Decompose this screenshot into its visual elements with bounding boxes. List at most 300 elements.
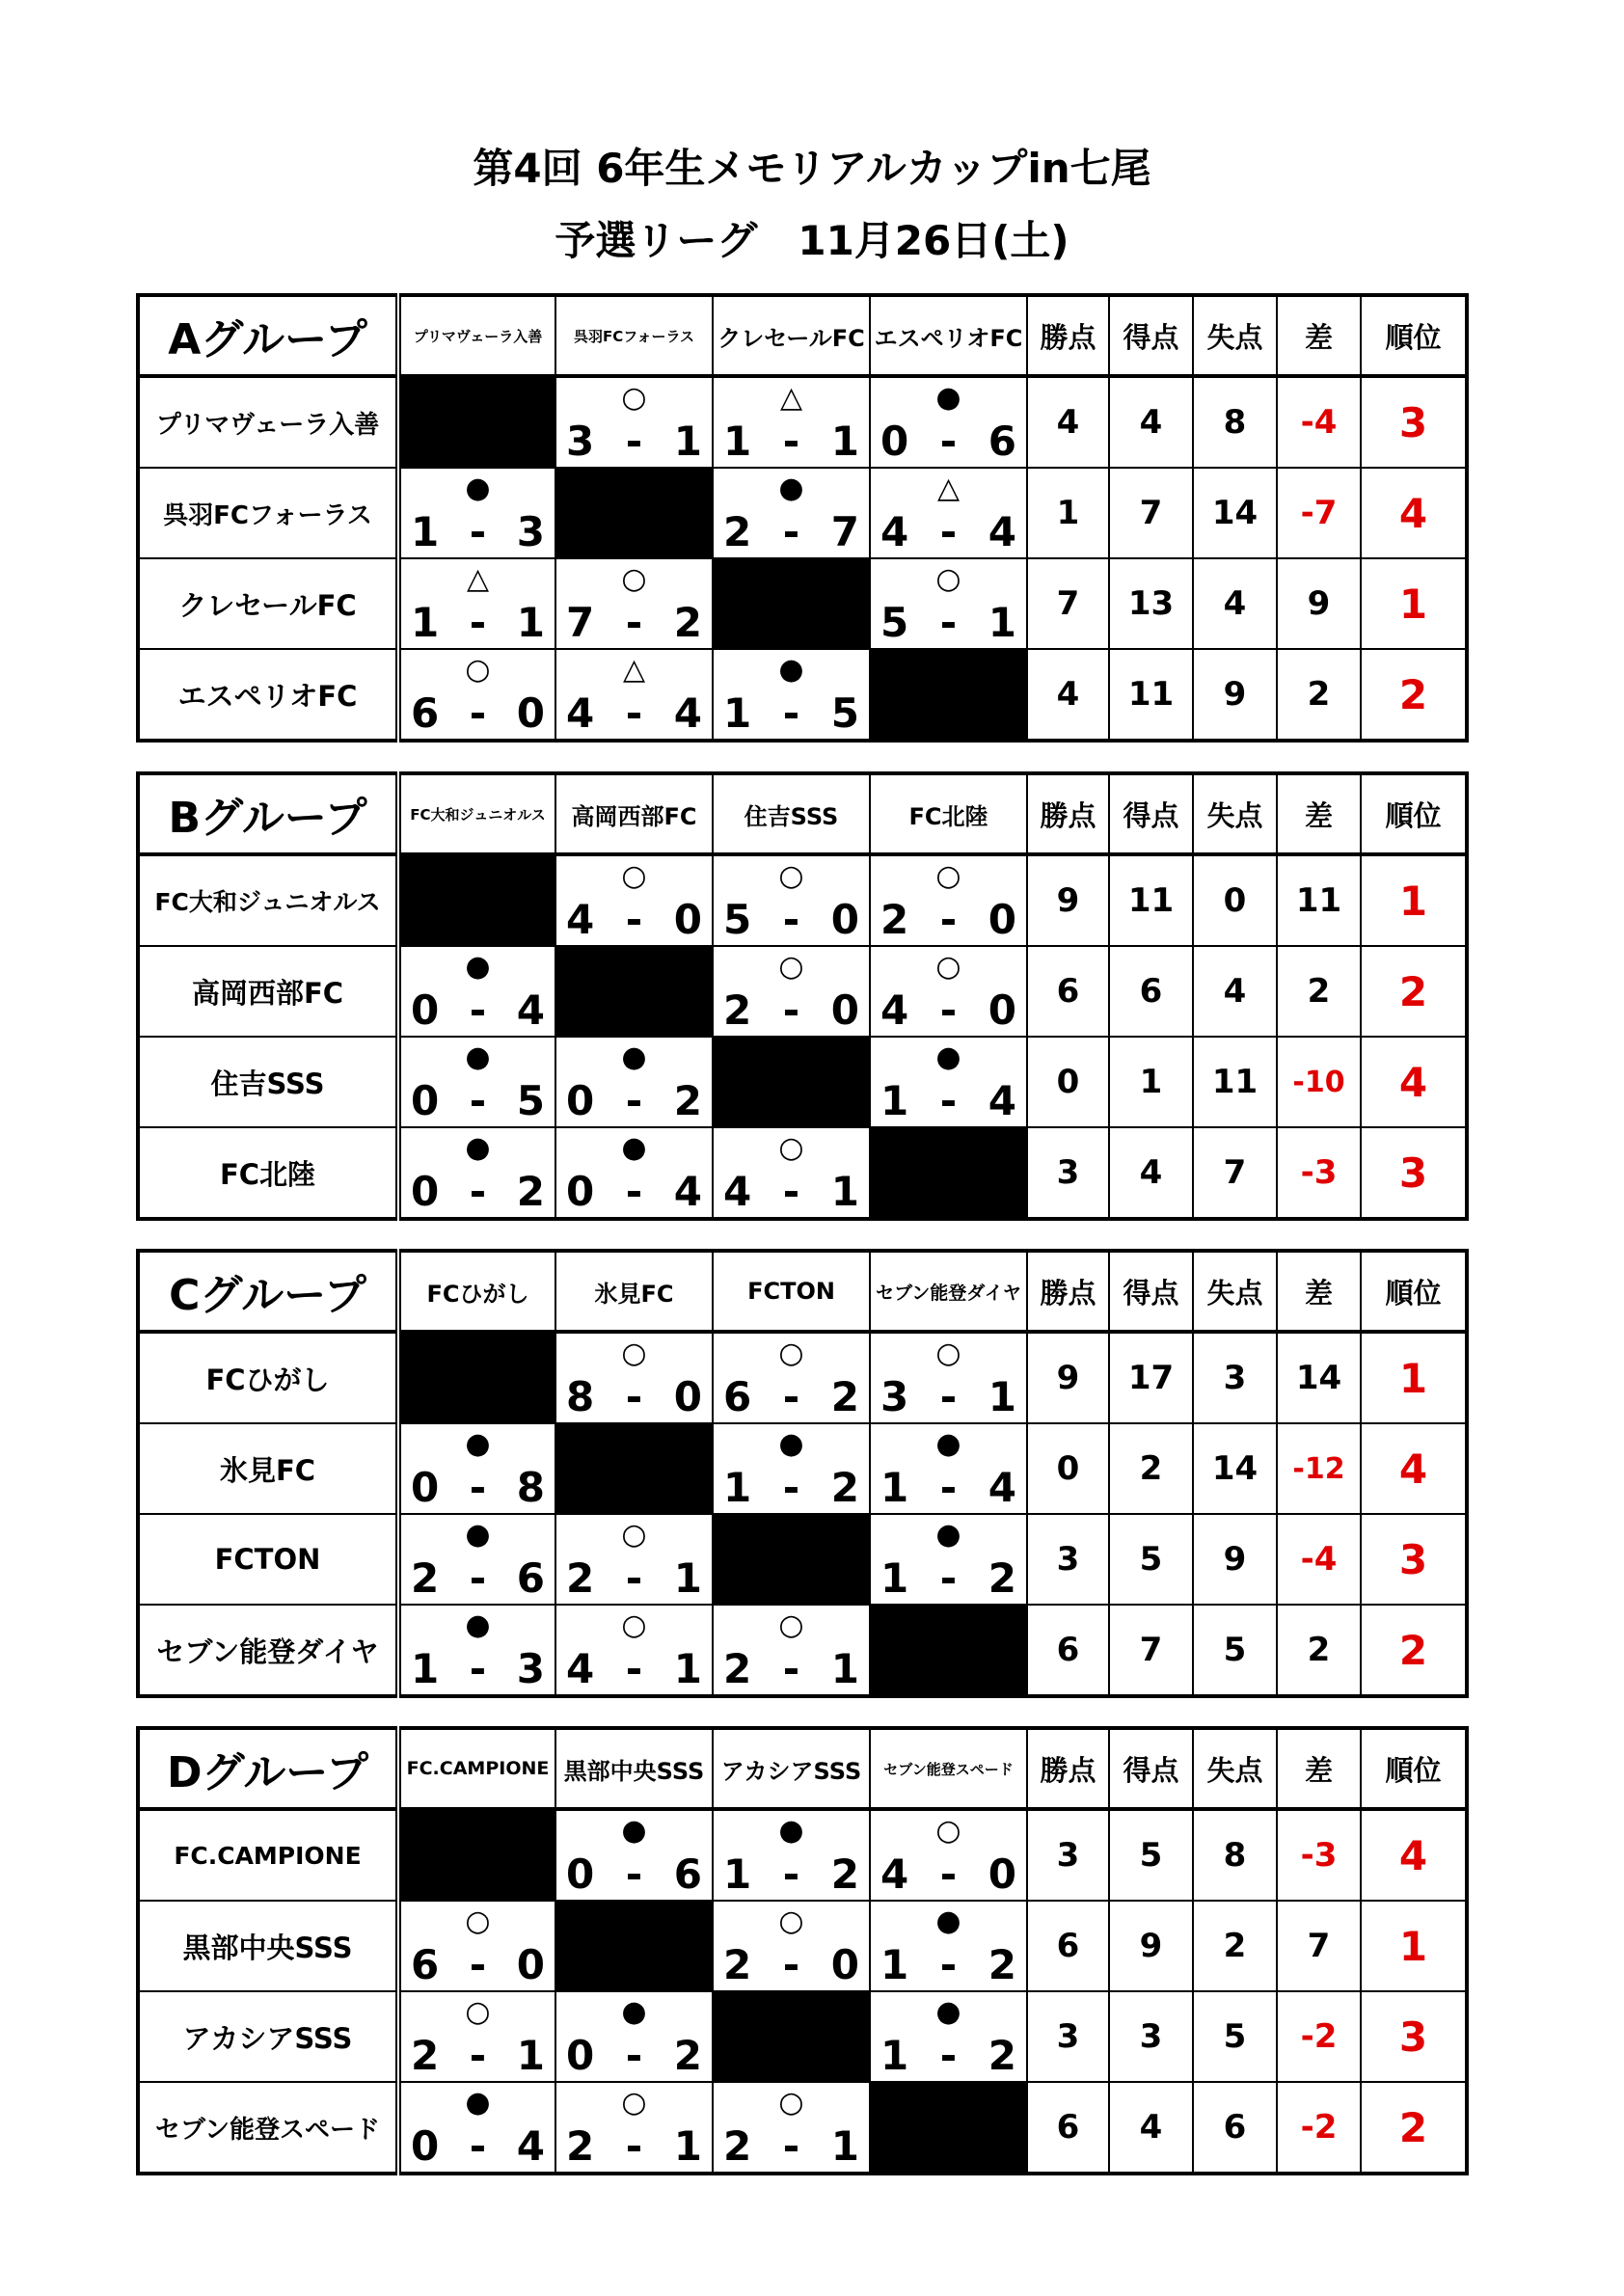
self-match-cell <box>555 1423 713 1514</box>
header-team: セブン能登スペード <box>870 1728 1027 1809</box>
table-row <box>138 1901 1467 1991</box>
match-score <box>556 2123 712 2170</box>
match-score <box>556 1169 712 1215</box>
match-cell <box>398 1991 555 2082</box>
score-dash: - <box>939 1850 958 1898</box>
table-row <box>138 1037 1467 1127</box>
result-symbol: ● <box>935 1995 961 2029</box>
row-team: 氷見FC <box>138 1423 398 1514</box>
score-dash: - <box>782 2122 800 2170</box>
stat-header: 差 <box>1277 773 1361 854</box>
goal-difference: -3 <box>1277 1809 1361 1901</box>
score-for: 0 <box>411 1464 440 1511</box>
score-against: 1 <box>516 599 545 646</box>
score-dash: - <box>469 1077 487 1124</box>
self-match-cell <box>870 649 1027 741</box>
match-cell <box>870 1037 1027 1127</box>
goals-against: 5 <box>1193 1991 1277 2082</box>
score-dash: - <box>939 1941 958 1988</box>
score-dash: - <box>939 418 958 465</box>
self-match-cell <box>555 1901 713 1991</box>
result-symbol: ● <box>621 1814 647 1848</box>
score-dash: - <box>782 896 800 943</box>
score-for: 5 <box>723 896 752 943</box>
result-symbol: ● <box>935 1427 961 1461</box>
match-cell <box>713 1809 870 1901</box>
result-symbol: ● <box>935 1040 961 1074</box>
table-row <box>138 2082 1467 2174</box>
header-team: FC北陸 <box>870 773 1027 854</box>
goal-difference: -3 <box>1277 1127 1361 1219</box>
score-against: 2 <box>830 1373 859 1420</box>
score-dash: - <box>939 1373 958 1420</box>
match-score <box>871 2033 1026 2079</box>
score-dash: - <box>625 418 643 465</box>
score-against: 0 <box>516 1941 545 1988</box>
goal-difference: -2 <box>1277 2082 1361 2174</box>
match-cell <box>713 854 870 946</box>
score-dash: - <box>939 896 958 943</box>
table-row <box>138 854 1467 946</box>
goals-for: 5 <box>1109 1514 1193 1605</box>
header-team: FCひがし <box>398 1251 555 1332</box>
score-dash: - <box>469 599 487 646</box>
rank: 1 <box>1361 1332 1467 1423</box>
match-score <box>401 2033 555 2079</box>
row-team: 呉羽FCフォーラス <box>138 468 398 558</box>
match-score <box>714 1942 869 1988</box>
score-against: 1 <box>988 599 1016 646</box>
score-against: 0 <box>830 1941 859 1988</box>
score-dash: - <box>939 2032 958 2079</box>
score-dash: - <box>469 1464 487 1511</box>
self-match-cell <box>398 1332 555 1423</box>
goal-difference: 11 <box>1277 854 1361 946</box>
header-team: 黒部中央SSS <box>555 1728 713 1809</box>
match-score <box>871 419 1026 465</box>
score-for: 0 <box>880 418 909 465</box>
score-for: 3 <box>566 418 595 465</box>
rank: 4 <box>1361 1809 1467 1901</box>
score-against: 6 <box>673 1850 702 1898</box>
goals-against: 2 <box>1193 1901 1277 1991</box>
goals-for: 7 <box>1109 1605 1193 1696</box>
result-symbol: ● <box>778 653 804 687</box>
points: 6 <box>1027 2082 1109 2174</box>
stat-header: 勝点 <box>1027 1251 1109 1332</box>
match-score <box>871 600 1026 646</box>
header-team: FC.CAMPIONE <box>398 1728 555 1809</box>
group-name: Aグループ <box>138 295 398 376</box>
score-against: 2 <box>673 1077 702 1124</box>
table-row <box>138 649 1467 741</box>
result-symbol: ○ <box>778 2086 804 2120</box>
goals-for: 4 <box>1109 1127 1193 1219</box>
score-dash: - <box>625 1077 643 1124</box>
score-dash: - <box>782 986 800 1034</box>
stat-header: 順位 <box>1361 1251 1467 1332</box>
table-row <box>138 1991 1467 2082</box>
group-table <box>136 293 1469 743</box>
match-score <box>871 1851 1026 1898</box>
goals-against: 6 <box>1193 2082 1277 2174</box>
score-dash: - <box>625 2032 643 2079</box>
score-for: 4 <box>880 1850 909 1898</box>
match-score <box>714 2123 869 2170</box>
table-row <box>138 1332 1467 1423</box>
score-against: 4 <box>673 689 702 737</box>
match-cell <box>555 1605 713 1696</box>
score-dash: - <box>625 599 643 646</box>
score-dash: - <box>782 1850 800 1898</box>
table-row <box>138 468 1467 558</box>
goal-difference: -7 <box>1277 468 1361 558</box>
result-symbol: ● <box>778 472 804 505</box>
stat-header: 失点 <box>1193 1251 1277 1332</box>
result-symbol: ● <box>465 1427 491 1461</box>
score-for: 0 <box>566 1168 595 1215</box>
match-cell <box>713 2082 870 2174</box>
goal-difference: 2 <box>1277 649 1361 741</box>
score-dash: - <box>782 508 800 555</box>
match-score <box>714 1169 869 1215</box>
table-row <box>138 1423 1467 1514</box>
score-against: 1 <box>988 1373 1016 1420</box>
score-dash: - <box>782 1645 800 1692</box>
result-symbol: ● <box>778 1814 804 1848</box>
group-table <box>136 1726 1469 2175</box>
match-score <box>714 1851 869 1898</box>
score-for: 4 <box>880 986 909 1034</box>
score-for: 1 <box>880 1077 909 1124</box>
score-for: 2 <box>723 1941 752 1988</box>
score-dash: - <box>469 1645 487 1692</box>
match-cell <box>713 946 870 1037</box>
score-against: 0 <box>516 689 545 737</box>
match-score <box>714 690 869 737</box>
match-score <box>401 1942 555 1988</box>
score-dash: - <box>782 1941 800 1988</box>
score-against: 1 <box>830 1645 859 1692</box>
score-against: 4 <box>988 1077 1016 1124</box>
result-symbol: ○ <box>935 1337 961 1370</box>
score-for: 0 <box>566 2032 595 2079</box>
match-score <box>556 1555 712 1602</box>
header-team: プリマヴェーラ入善 <box>398 295 555 376</box>
result-symbol: ○ <box>621 381 647 415</box>
result-symbol: ○ <box>621 859 647 893</box>
score-against: 4 <box>516 2122 545 2170</box>
score-dash: - <box>939 986 958 1034</box>
match-score <box>556 1646 712 1692</box>
score-for: 0 <box>411 2122 440 2170</box>
header-team: 住吉SSS <box>713 773 870 854</box>
match-cell <box>713 1901 870 1991</box>
score-against: 6 <box>988 418 1016 465</box>
score-for: 1 <box>411 1645 440 1692</box>
match-score <box>714 1374 869 1420</box>
score-against: 1 <box>673 2122 702 2170</box>
score-dash: - <box>939 508 958 555</box>
match-score <box>401 1169 555 1215</box>
match-score <box>401 1078 555 1124</box>
result-symbol: ● <box>465 950 491 984</box>
result-symbol: ● <box>935 381 961 415</box>
goals-against: 14 <box>1193 1423 1277 1514</box>
match-cell <box>398 946 555 1037</box>
score-for: 3 <box>880 1373 909 1420</box>
score-for: 2 <box>566 1554 595 1602</box>
header-team: エスペリオFC <box>870 295 1027 376</box>
score-against: 0 <box>988 986 1016 1034</box>
score-against: 2 <box>988 1554 1016 1602</box>
score-dash: - <box>469 1941 487 1988</box>
score-for: 6 <box>411 689 440 737</box>
match-score <box>714 1465 869 1511</box>
goal-difference: -12 <box>1277 1423 1361 1514</box>
page-title: 第4回 6年生メモリアルカップin七尾 <box>473 145 1151 192</box>
score-dash: - <box>469 1168 487 1215</box>
score-against: 2 <box>830 1850 859 1898</box>
stat-header: 失点 <box>1193 295 1277 376</box>
row-team: FC.CAMPIONE <box>138 1809 398 1901</box>
match-cell <box>555 1809 713 1901</box>
result-symbol: ○ <box>621 1337 647 1370</box>
score-for: 6 <box>723 1373 752 1420</box>
points: 4 <box>1027 649 1109 741</box>
result-symbol: ● <box>621 1995 647 2029</box>
match-cell <box>555 854 713 946</box>
score-against: 2 <box>516 1168 545 1215</box>
result-symbol: ● <box>778 1427 804 1461</box>
score-against: 4 <box>673 1168 702 1215</box>
score-dash: - <box>625 2122 643 2170</box>
match-score <box>714 1646 869 1692</box>
stat-header: 差 <box>1277 295 1361 376</box>
points: 0 <box>1027 1423 1109 1514</box>
score-dash: - <box>782 418 800 465</box>
self-match-cell <box>555 468 713 558</box>
score-dash: - <box>469 1554 487 1602</box>
score-against: 1 <box>830 2122 859 2170</box>
score-against: 1 <box>516 2032 545 2079</box>
match-score <box>556 1374 712 1420</box>
stat-header: 差 <box>1277 1251 1361 1332</box>
score-dash: - <box>939 1554 958 1602</box>
match-score <box>401 690 555 737</box>
result-symbol: ○ <box>935 562 961 596</box>
score-for: 2 <box>880 896 909 943</box>
score-against: 0 <box>673 1373 702 1420</box>
score-dash: - <box>469 2032 487 2079</box>
result-symbol: △ <box>936 472 961 505</box>
match-cell <box>398 1127 555 1219</box>
score-for: 5 <box>880 599 909 646</box>
header-team: 呉羽FCフォーラス <box>555 295 713 376</box>
result-symbol: ● <box>465 1518 491 1552</box>
score-dash: - <box>625 1373 643 1420</box>
score-for: 2 <box>411 2032 440 2079</box>
result-symbol: ○ <box>465 1904 491 1938</box>
score-for: 2 <box>723 1645 752 1692</box>
result-symbol: ○ <box>778 1337 804 1370</box>
score-against: 0 <box>988 896 1016 943</box>
goal-difference: 9 <box>1277 558 1361 649</box>
header-team: FC大和ジュニオルス <box>398 773 555 854</box>
points: 3 <box>1027 1514 1109 1605</box>
match-cell <box>398 1514 555 1605</box>
rank: 2 <box>1361 649 1467 741</box>
result-symbol: ○ <box>621 1518 647 1552</box>
group-name: Dグループ <box>138 1728 398 1809</box>
score-dash: - <box>469 689 487 737</box>
score-for: 0 <box>411 1077 440 1124</box>
row-team: FC大和ジュニオルス <box>138 854 398 946</box>
stat-header: 得点 <box>1109 1728 1193 1809</box>
result-symbol: ○ <box>621 562 647 596</box>
goal-difference: 2 <box>1277 1605 1361 1696</box>
match-score <box>556 2033 712 2079</box>
result-symbol: △ <box>779 381 803 415</box>
stat-header: 差 <box>1277 1728 1361 1809</box>
score-against: 0 <box>988 1850 1016 1898</box>
rank: 3 <box>1361 1991 1467 2082</box>
score-against: 5 <box>830 689 859 737</box>
match-score <box>871 1555 1026 1602</box>
points: 4 <box>1027 376 1109 468</box>
score-against: 1 <box>673 418 702 465</box>
score-dash: - <box>625 896 643 943</box>
score-for: 4 <box>723 1168 752 1215</box>
score-dash: - <box>625 1645 643 1692</box>
match-cell <box>398 468 555 558</box>
score-against: 1 <box>673 1645 702 1692</box>
score-for: 1 <box>723 1464 752 1511</box>
goal-difference: 2 <box>1277 946 1361 1037</box>
match-cell <box>713 649 870 741</box>
match-score <box>871 1942 1026 1988</box>
score-dash: - <box>782 1464 800 1511</box>
stat-header: 得点 <box>1109 773 1193 854</box>
match-score <box>871 1465 1026 1511</box>
goals-for: 9 <box>1109 1901 1193 1991</box>
header-team: FCTON <box>713 1251 870 1332</box>
result-symbol: ○ <box>778 1904 804 1938</box>
match-score <box>871 987 1026 1034</box>
stat-header: 順位 <box>1361 295 1467 376</box>
score-for: 0 <box>566 1077 595 1124</box>
goals-against: 8 <box>1193 376 1277 468</box>
goals-against: 3 <box>1193 1332 1277 1423</box>
score-against: 0 <box>673 896 702 943</box>
header-team: セブン能登ダイヤ <box>870 1251 1027 1332</box>
row-team: セブン能登ダイヤ <box>138 1605 398 1696</box>
stat-header: 失点 <box>1193 773 1277 854</box>
row-team: クレセールFC <box>138 558 398 649</box>
score-against: 7 <box>830 508 859 555</box>
stat-header: 勝点 <box>1027 295 1109 376</box>
goals-against: 7 <box>1193 1127 1277 1219</box>
goal-difference: 14 <box>1277 1332 1361 1423</box>
stat-header: 勝点 <box>1027 1728 1109 1809</box>
match-cell <box>870 1901 1027 1991</box>
self-match-cell <box>870 1127 1027 1219</box>
match-cell <box>870 1423 1027 1514</box>
match-cell <box>713 1127 870 1219</box>
result-symbol: ● <box>935 1904 961 1938</box>
match-score <box>556 1851 712 1898</box>
score-against: 4 <box>988 508 1016 555</box>
row-team: 黒部中央SSS <box>138 1901 398 1991</box>
result-symbol: ● <box>935 1518 961 1552</box>
match-cell <box>713 1605 870 1696</box>
goals-against: 11 <box>1193 1037 1277 1127</box>
score-dash: - <box>939 1077 958 1124</box>
score-dash: - <box>469 2122 487 2170</box>
match-score <box>714 419 869 465</box>
match-cell <box>555 1332 713 1423</box>
score-for: 0 <box>411 986 440 1034</box>
match-cell <box>555 1037 713 1127</box>
row-team: FCTON <box>138 1514 398 1605</box>
row-team: セブン能登スペード <box>138 2082 398 2174</box>
match-score <box>401 1646 555 1692</box>
group-table <box>136 771 1469 1221</box>
match-cell <box>870 854 1027 946</box>
header-team: アカシアSSS <box>713 1728 870 1809</box>
score-for: 6 <box>411 1941 440 1988</box>
result-symbol: ○ <box>778 1131 804 1165</box>
points: 6 <box>1027 1605 1109 1696</box>
score-dash: - <box>782 1168 800 1215</box>
table-row <box>138 1605 1467 1696</box>
goal-difference: -2 <box>1277 1991 1361 2082</box>
table-row <box>138 1127 1467 1219</box>
match-cell <box>870 1809 1027 1901</box>
self-match-cell <box>870 2082 1027 2174</box>
header-team: 氷見FC <box>555 1251 713 1332</box>
match-cell <box>713 1332 870 1423</box>
group-table <box>136 1249 1469 1698</box>
score-for: 8 <box>566 1373 595 1420</box>
score-for: 0 <box>566 1850 595 1898</box>
result-symbol: ○ <box>621 1608 647 1642</box>
match-score <box>556 419 712 465</box>
rank: 1 <box>1361 854 1467 946</box>
match-score <box>401 509 555 555</box>
score-dash: - <box>625 1850 643 1898</box>
points: 0 <box>1027 1037 1109 1127</box>
score-against: 1 <box>830 1168 859 1215</box>
match-score <box>401 1465 555 1511</box>
result-symbol: ● <box>465 472 491 505</box>
rank: 4 <box>1361 1037 1467 1127</box>
score-against: 3 <box>516 508 545 555</box>
score-for: 1 <box>880 1941 909 1988</box>
row-team: エスペリオFC <box>138 649 398 741</box>
rank: 4 <box>1361 468 1467 558</box>
score-dash: - <box>625 1554 643 1602</box>
match-score <box>401 987 555 1034</box>
score-for: 0 <box>411 1168 440 1215</box>
score-against: 0 <box>830 986 859 1034</box>
score-for: 2 <box>566 2122 595 2170</box>
match-score <box>871 509 1026 555</box>
group-name: Cグループ <box>138 1251 398 1332</box>
goals-for: 17 <box>1109 1332 1193 1423</box>
match-score <box>871 1078 1026 1124</box>
rank: 2 <box>1361 1605 1467 1696</box>
